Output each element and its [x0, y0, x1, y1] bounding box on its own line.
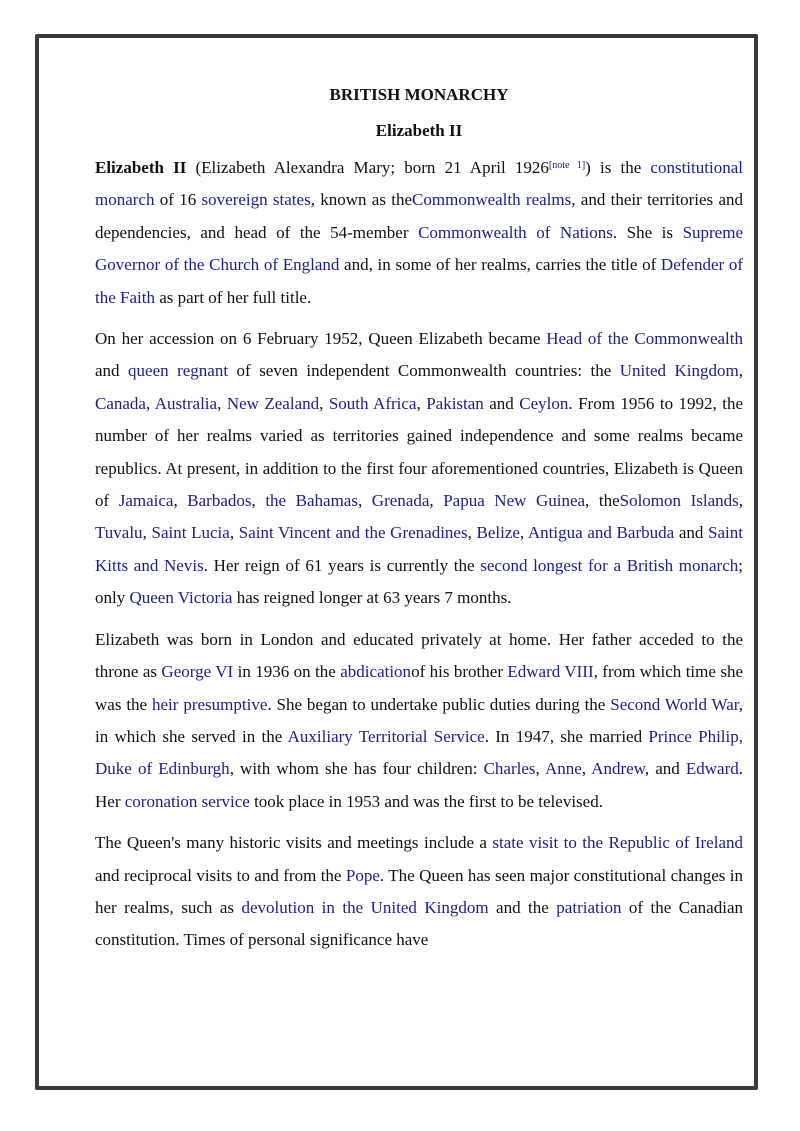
text: and the: [488, 897, 557, 917]
link-saint-vincent[interactable]: Saint Vincent and the Grenadines: [238, 523, 468, 543]
link-coronation-service[interactable]: coronation service: [124, 791, 250, 811]
text: On her accession on 6 February 1952, Queen Elizabeth became: [95, 329, 547, 349]
link-defender-of-the-faith[interactable]: Defender of the Faith: [95, 255, 744, 307]
text: , from which time she was the: [95, 662, 743, 714]
link-supreme-governor[interactable]: Supreme Governor of the Church of England: [95, 222, 743, 275]
text: . In 1947, she married: [484, 726, 649, 746]
link-pope[interactable]: Pope: [345, 865, 380, 885]
link-commonwealth-of-nations[interactable]: Commonwealth of Nations: [418, 222, 613, 242]
text: of 16: [154, 190, 202, 210]
text: . The Queen has seen major constitutional changes in her realms, such as: [95, 865, 743, 917]
link-saint-kitts-and-nevis[interactable]: Saint Kitts and Nevis: [95, 523, 743, 575]
paragraph-1: [95, 152, 743, 314]
text: ,: [519, 523, 528, 543]
text: . From 1956 to 1992, the number of her realms varied as territories gained independence and some realms became republics. At present, in addition to the first four aforementioned countries, Elizabeth is Queen of: [95, 393, 744, 511]
text: ,: [217, 393, 227, 413]
text: and: [483, 393, 520, 413]
link-edward[interactable]: Edward: [685, 759, 739, 779]
link-pakistan[interactable]: Pakistan: [426, 393, 484, 413]
text: as part of her full title.: [154, 287, 312, 307]
link-sovereign-states[interactable]: sovereign states: [201, 190, 311, 210]
text: ,: [738, 361, 743, 381]
text: ; only: [95, 555, 743, 608]
text: ,: [535, 759, 545, 779]
text: ,: [145, 393, 155, 413]
lead-name: Elizabeth II: [95, 158, 187, 177]
paragraph-3: [95, 624, 743, 818]
link-canada[interactable]: Canada: [95, 393, 146, 413]
link-saint-lucia[interactable]: Saint Lucia: [151, 523, 230, 543]
text: ,: [416, 393, 427, 413]
link-new-zealand[interactable]: New Zealand: [226, 393, 320, 413]
text: ,: [357, 491, 372, 511]
text: Elizabeth was born in London and educated privately at home. Her father acceded to the throne as: [95, 629, 743, 682]
link-jamaica[interactable]: Jamaica: [118, 491, 174, 511]
link-solomon-islands[interactable]: Solomon Islands: [619, 491, 739, 511]
link-united-kingdom[interactable]: United Kingdom: [619, 361, 739, 381]
link-edward-viii[interactable]: Edward VIII: [507, 662, 594, 682]
link-charles[interactable]: Charles: [483, 759, 536, 779]
link-tuvalu[interactable]: Tuvalu: [95, 523, 143, 543]
text: ,: [229, 523, 239, 543]
text: ,: [429, 491, 444, 511]
paragraph-4: [95, 827, 743, 957]
text: took place in 1953 and was the first to be televised.: [249, 791, 603, 811]
link-george-vi[interactable]: George VI: [161, 662, 234, 682]
link-prince-philip[interactable]: Prince Philip, Duke of Edinburgh: [95, 726, 743, 779]
text: and: [674, 523, 709, 543]
link-andrew[interactable]: Andrew: [591, 759, 645, 779]
link-grenada[interactable]: Grenada: [371, 491, 430, 511]
text: ,: [142, 523, 152, 543]
text: , known as the: [310, 190, 413, 210]
text: , with whom she has four children:: [229, 759, 484, 779]
link-queen-regnant[interactable]: queen regnant: [128, 361, 229, 381]
link-heir-presumptive[interactable]: heir presumptive: [152, 694, 268, 714]
text: has reigned longer at 63 years 7 months.: [232, 588, 512, 608]
link-south-africa[interactable]: South Africa: [328, 393, 417, 413]
text: ,: [319, 393, 329, 413]
link-patriation[interactable]: patriation: [556, 897, 622, 917]
document-subtitle: Elizabeth II: [375, 121, 463, 140]
link-state-visit-ireland[interactable]: state visit to the Republic of Ireland: [492, 833, 743, 853]
link-antigua-and-barbuda[interactable]: Antigua and Barbuda: [527, 523, 675, 543]
text: , and: [644, 759, 686, 779]
text: of the Canadian constitution. Times of personal significance have: [95, 897, 743, 950]
link-barbados[interactable]: Barbados: [187, 491, 252, 511]
text: The Queen's many historic visits and meetings include a: [95, 833, 493, 853]
text: . She is: [612, 222, 683, 242]
text: ,: [173, 491, 188, 511]
text: and reciprocal visits to and from the: [95, 865, 346, 885]
link-auxiliary-territorial-service[interactable]: Auxiliary Territorial Service: [287, 726, 485, 746]
link-the-bahamas[interactable]: the Bahamas: [265, 491, 358, 511]
text: in 1936 on the: [233, 662, 341, 682]
link-second-longest-reign[interactable]: second longest for a British monarch: [480, 555, 739, 575]
link-belize[interactable]: Belize: [476, 523, 520, 543]
link-papua-new-guinea[interactable]: Papua New Guinea: [443, 491, 586, 511]
text: ) is the: [585, 158, 651, 177]
text: and, in some of her realms, carries the title of: [339, 255, 661, 275]
link-head-of-the-commonwealth[interactable]: Head of the Commonwealth: [546, 329, 743, 349]
text: ,: [581, 759, 592, 779]
link-anne[interactable]: Anne: [544, 759, 582, 779]
document-body: [95, 80, 743, 966]
text: , in which she served in the: [95, 694, 743, 746]
document-title: BRITISH MONARCHY: [329, 85, 509, 104]
text: (Elizabeth Alexandra Mary; born 21 April 1926: [186, 158, 549, 177]
text: . Her reign of 61 years is currently the: [203, 555, 481, 575]
link-devolution-uk[interactable]: devolution in the United Kingdom: [241, 897, 489, 917]
paragraph-2: [95, 323, 743, 615]
text: of his brother: [411, 662, 508, 682]
text: . Her: [95, 759, 744, 811]
link-second-world-war[interactable]: Second World War: [610, 694, 739, 714]
footnote-link[interactable]: [note 1]: [548, 160, 586, 171]
text: ,: [251, 491, 266, 511]
text: . She began to undertake public duties during the: [267, 694, 611, 714]
link-abdication[interactable]: abdication: [340, 662, 412, 682]
text: ,: [467, 523, 477, 543]
text: of seven independent Commonwealth countries: the: [228, 361, 620, 381]
text: and: [95, 361, 129, 381]
link-commonwealth-realms[interactable]: Commonwealth realms: [412, 190, 572, 210]
link-ceylon[interactable]: Ceylon: [519, 393, 569, 413]
link-queen-victoria[interactable]: Queen Victoria: [129, 588, 233, 608]
link-constitutional-monarch[interactable]: constitutional monarch: [95, 158, 743, 210]
text: , and their territories and dependencies, and head of the 54-member: [95, 190, 743, 242]
text: ,: [738, 491, 743, 511]
text: , the: [585, 491, 620, 511]
link-australia[interactable]: Australia: [154, 393, 218, 413]
